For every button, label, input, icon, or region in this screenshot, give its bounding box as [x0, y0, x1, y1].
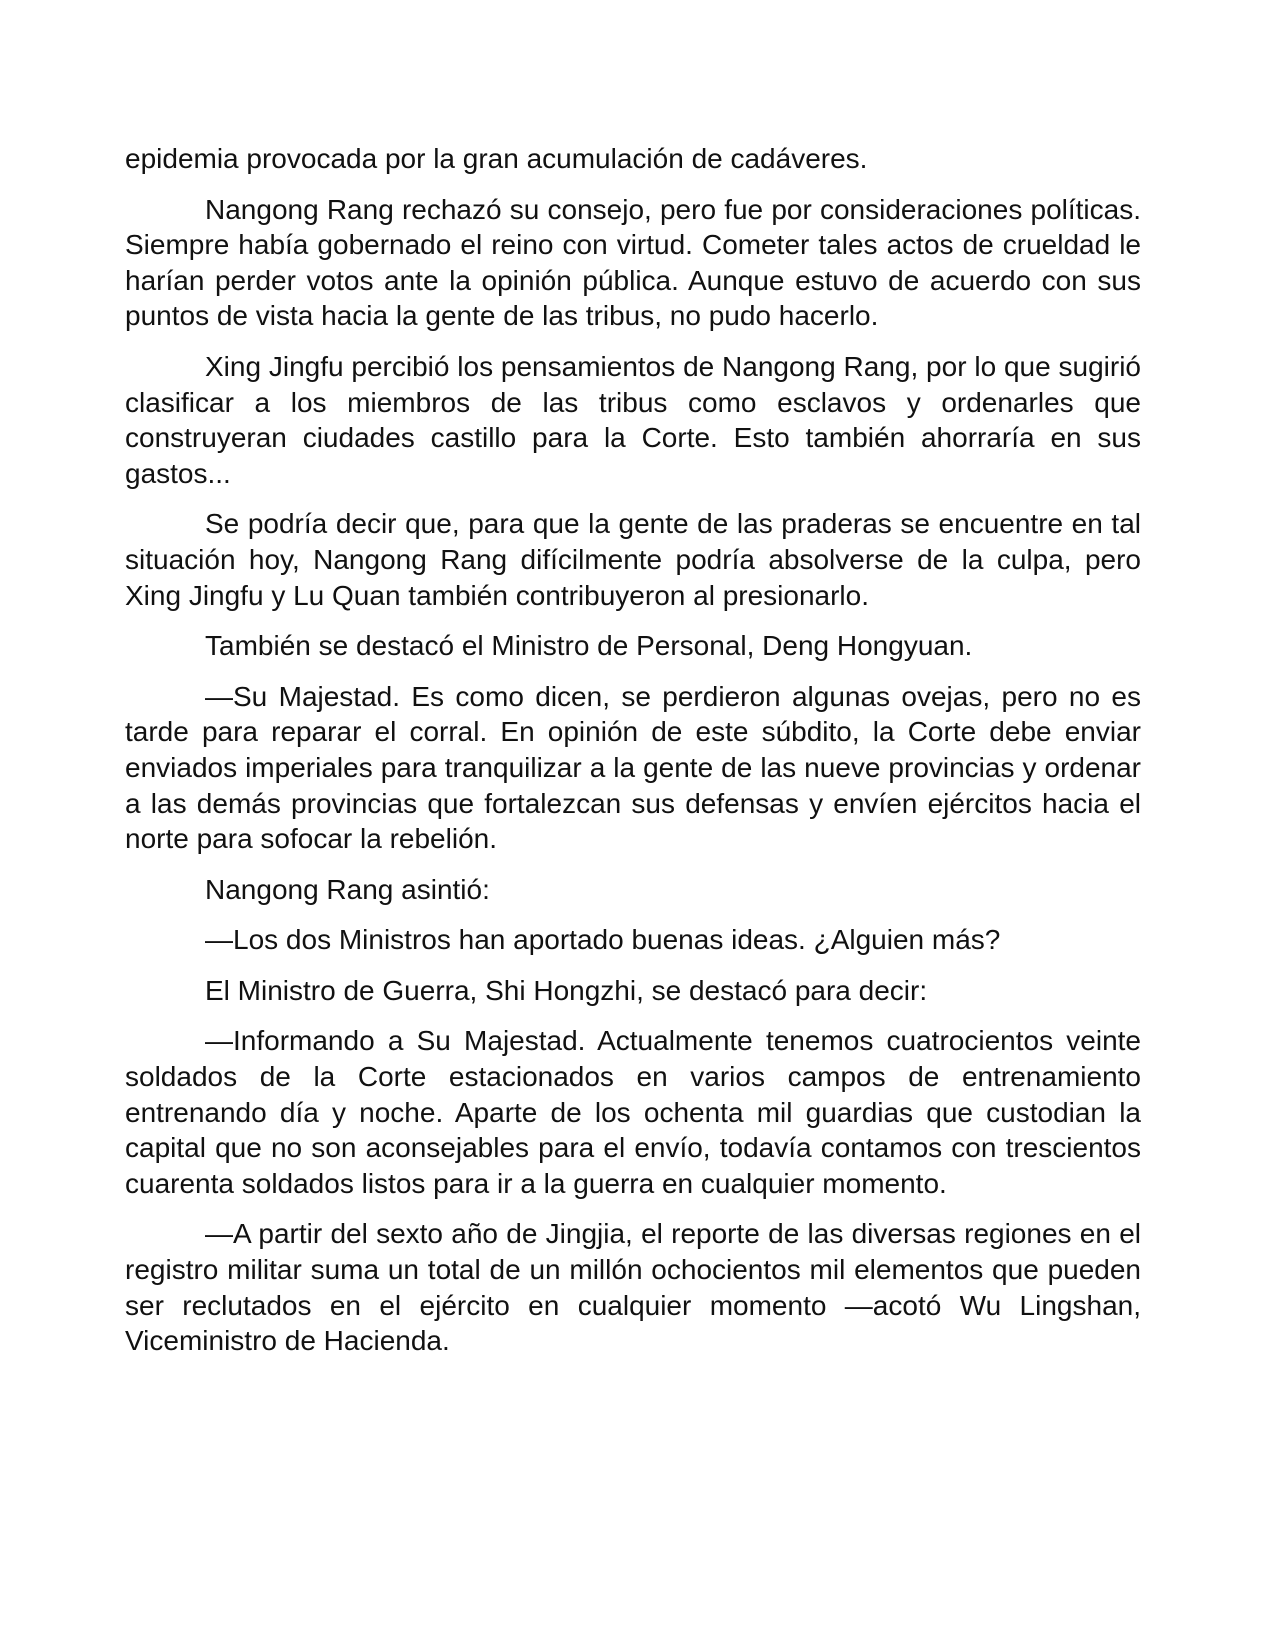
paragraph: epidemia provocada por la gran acumulación de cadáveres. [125, 143, 868, 174]
document-body [125, 141, 1141, 1374]
paragraph: —Los dos Ministros han aportado buenas ideas. ¿Alguien más? [205, 924, 1001, 956]
paragraph: —Informando a Su Majestad. Actualmente tenemos cuatrocientos veinte soldados de la Corte estacionados en varios campos de entrenamiento entrenando día y noche. Aparte de los ochenta mil guardias que custodian la capital que no son aconsejables para el envío, todavía contamos con trescientos cuarenta soldados listos para ir a la guerra en cualquier momento. [125, 1025, 1141, 1199]
paragraph: Xing Jingfu percibió los pensamientos de Nangong Rang, por lo que sugirió clasificar a los miembros de las tribus como esclavos y ordenarles que construyeran ciudades castillo para la Corte. Esto también ahorraría en sus gastos... [125, 350, 1141, 489]
paragraph: El Ministro de Guerra, Shi Hongzhi, se destacó para decir: [205, 974, 928, 1006]
paragraph: Nangong Rang rechazó su consejo, pero fue por consideraciones políticas. Siempre había gobernado el reino con virtud. Cometer tales actos de crueldad le harían perder votos ante la opinión pública. Aunque estuvo de acuerdo con sus puntos de vista hacia la gente de las tribus, no pudo hacerlo. [125, 193, 1141, 332]
paragraph: Se podría decir que, para que la gente de las praderas se encuentre en tal situación hoy, Nangong Rang difícilmente podría absolverse de la culpa, pero Xing Jingfu y Lu Quan también contribuyeron al presionarlo. [125, 508, 1141, 611]
paragraph: —Su Majestad. Es como dicen, se perdieron algunas ovejas, pero no es tarde para reparar el corral. En opinión de este súbdito, la Corte debe enviar enviados imperiales para tranquilizar a la gente de las nueve provincias y ordenar a las demás provincias que fortalezcan sus defensas y envíen ejércitos hacia el norte para sofocar la rebelión. [125, 680, 1141, 855]
paragraph: —A partir del sexto año de Jingjia, el reporte de las diversas regiones en el registro militar suma un total de un millón ochocientos mil elementos que pueden ser reclutados en el ejército en cualquier momento —acotó Wu Lingshan, Viceministro de Hacienda. [125, 1218, 1141, 1357]
paragraph: También se destacó el Ministro de Personal, Deng Hongyuan. [205, 630, 973, 662]
paragraph: Nangong Rang asintió: [205, 873, 490, 905]
